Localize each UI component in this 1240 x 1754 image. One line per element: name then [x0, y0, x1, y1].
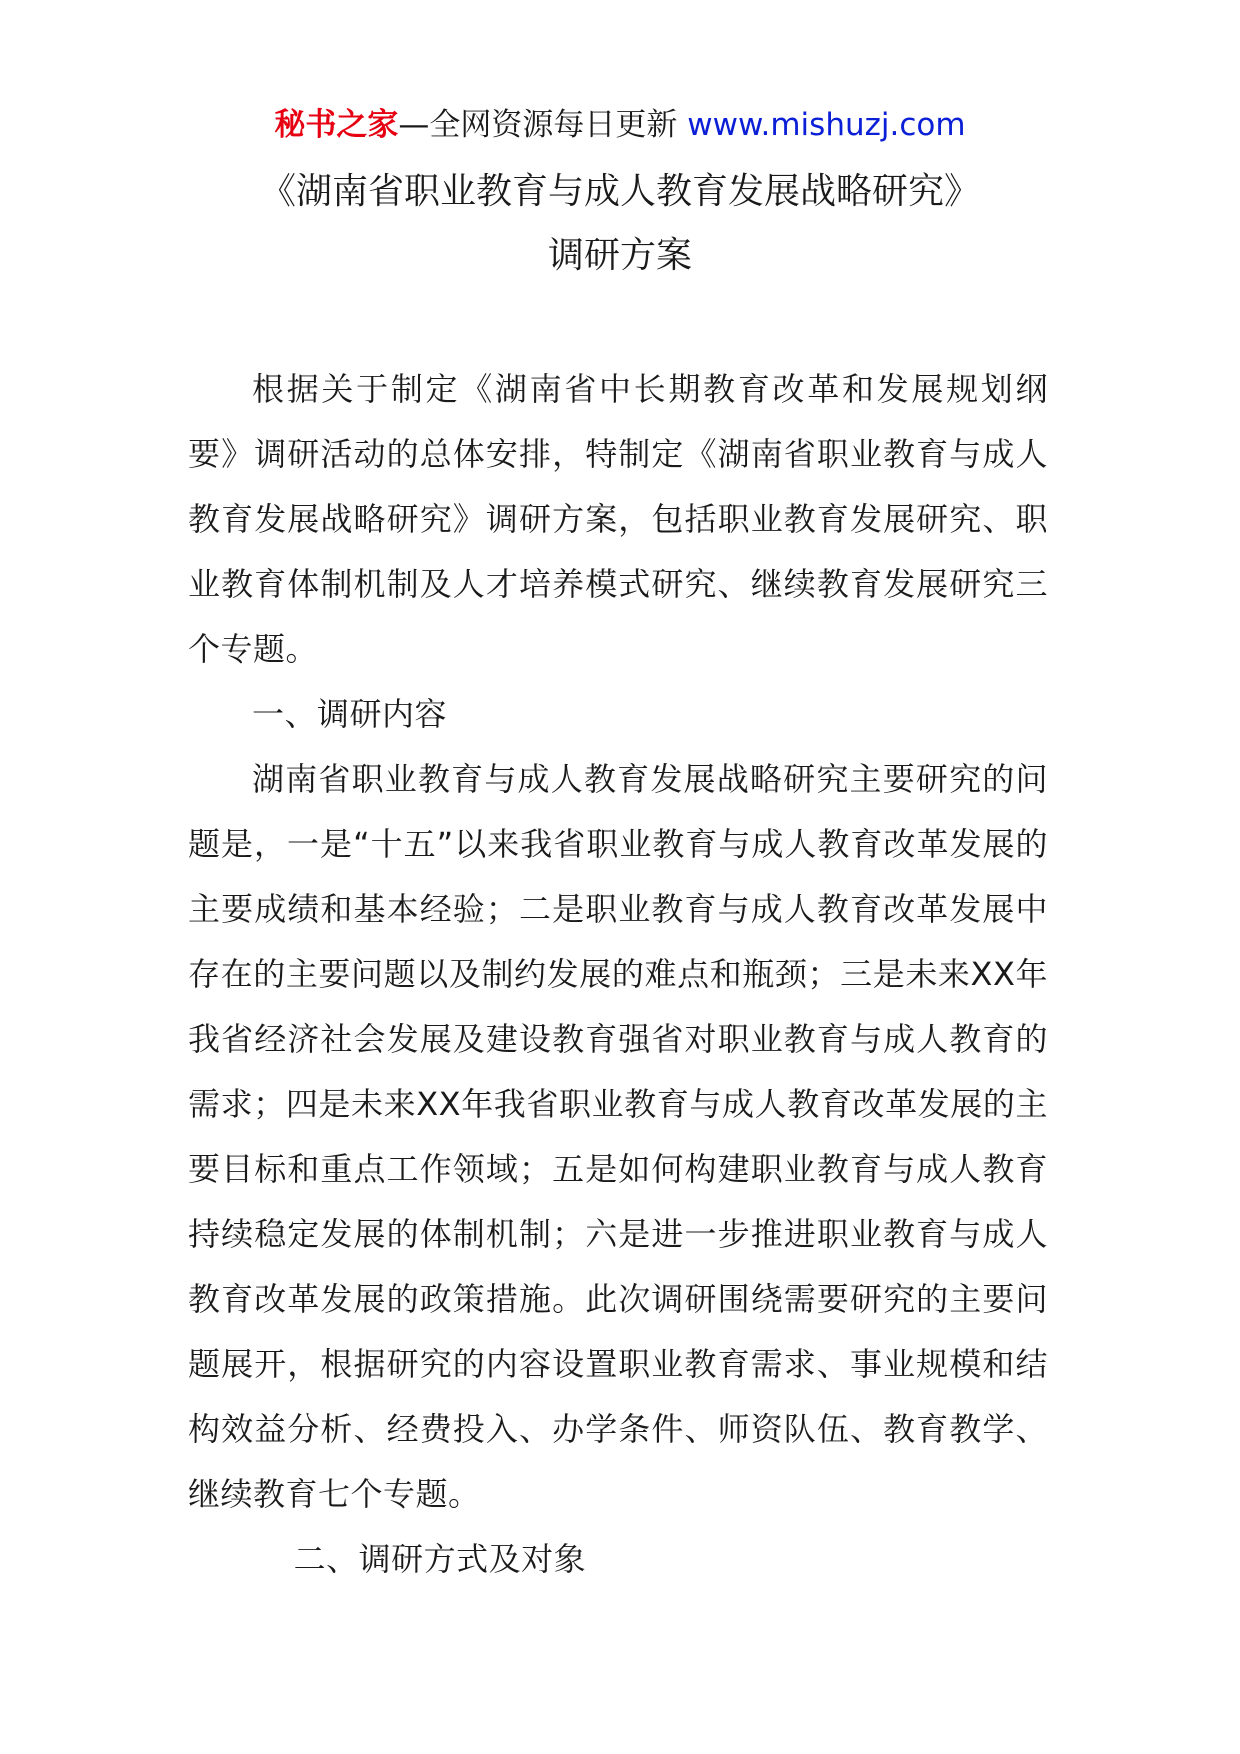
document-subtitle: 调研方案: [547, 235, 692, 276]
document-title: 《湖南省职业教育与成人教育发展战略研究》: [259, 171, 980, 212]
intro-paragraph: 根据关于制定《湖南省中长期教育改革和发展规划纲要》调研活动的总体安排，特制定《湖南省职业教育与成人教育发展战略研究》调研方案，包括职业教育发展研究、职业教育体制机制及人才培养模式研究、继续教育发展研究三个专题。: [188, 370, 1048, 668]
section-paragraph-content: 湖南省职业教育与成人教育发展战略研究主要研究的问题是，一是“十五”以来我省职业教育与成人教育改革发展的主要成绩和基本经验；二是职业教育与成人教育改革发展中存在的主要问题以及制约发展的难点和瓶颈；三是未来XX年我省经济社会发展及建设教育强省对职业教育与成人教育的需求；四是未来XX年我省职业教育与成人教育改革发展的主要目标和重点工作领域；五是如何构建职业教育与成人教育持续稳定发展的体制机制；六是进一步推进职业教育与成人教育改革发展的政策措施。此次调研围绕需要研究的主要问题展开，根据研究的内容设置职业教育需求、事业规模和结构效益分析、经费投入、办学条件、师资队伍、教育教学、继续教育七个专题。: [188, 760, 1048, 1513]
site-url-link[interactable]: www.mishuzj.com: [687, 107, 966, 143]
brand-name: 秘书之家: [274, 107, 399, 143]
site-header: [0, 103, 1240, 147]
section-heading-content: 一、调研内容: [252, 695, 448, 733]
section-heading-method: 二、调研方式及对象: [293, 1540, 587, 1578]
document-body: [188, 357, 1048, 1592]
header-slogan: —全网资源每日更新: [398, 107, 688, 143]
